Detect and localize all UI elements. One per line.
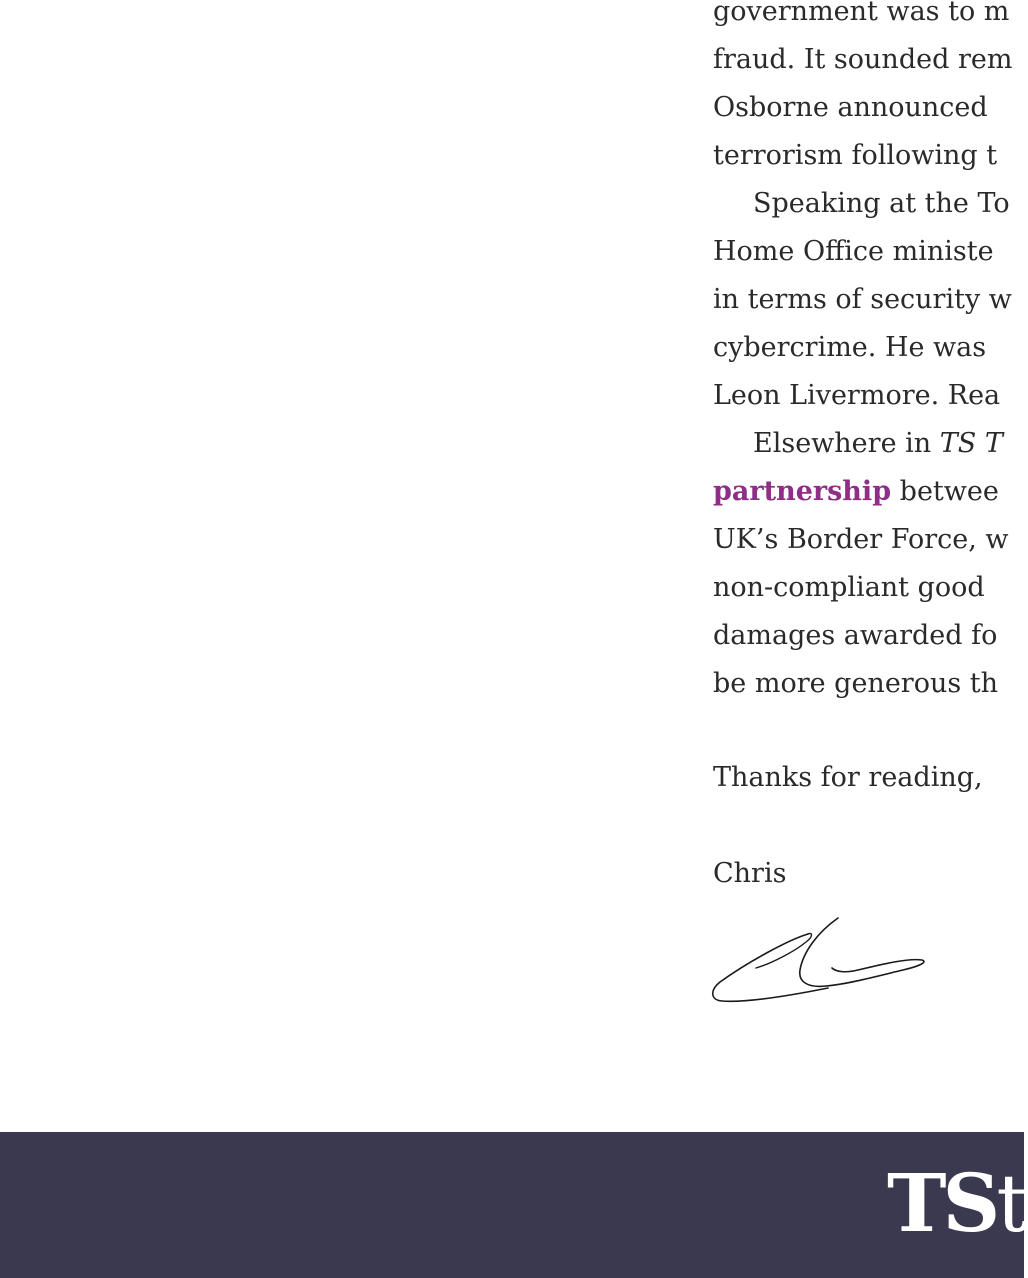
- paragraph-3-line-4: non-compliant good: [713, 572, 985, 603]
- paragraph-3-line-2-rest: betwee: [891, 476, 999, 507]
- author-name: Chris: [713, 858, 787, 889]
- paragraph-2-line-4: cybercrime. He was: [713, 332, 987, 363]
- paragraph-3-line-1: [713, 420, 1024, 468]
- paragraph-3-line-6: be more generous th: [713, 668, 999, 699]
- paragraph-1-line-1: government was to m: [713, 0, 1010, 27]
- paragraph-1-line-2: fraud. It sounded rem: [713, 44, 1013, 75]
- partnership-link[interactable]: partnership: [713, 476, 892, 507]
- paragraph-3-line-5: damages awarded fo: [713, 620, 998, 651]
- paragraph-3-line-2: [713, 468, 1024, 516]
- publication-title: TS T: [939, 428, 1003, 459]
- paragraph-2-line-5: Leon Livermore. Rea: [713, 380, 1001, 411]
- footer-bar: [0, 1132, 1024, 1278]
- paragraph-2-line-3: in terms of security w: [713, 284, 1012, 315]
- paragraph-3-line-3: UK’s Border Force, w: [713, 524, 1009, 555]
- signature-icon: [708, 912, 938, 1012]
- paragraph-1-line-3: Osborne announced: [713, 92, 988, 123]
- signoff-text: Thanks for reading,: [713, 762, 983, 793]
- paragraph-3-prefix: Elsewhere in: [753, 428, 940, 459]
- paragraph-1-line-4: terrorism following t: [713, 140, 998, 171]
- paragraph-2-line-1: Speaking at the To: [753, 188, 1010, 219]
- article-body: [713, 0, 1024, 708]
- ts-logo[interactable]: [887, 1158, 1028, 1248]
- logo-tail: t: [996, 1157, 1028, 1250]
- logo-main: TS: [887, 1156, 997, 1250]
- paragraph-2-line-2: Home Office ministe: [713, 236, 994, 267]
